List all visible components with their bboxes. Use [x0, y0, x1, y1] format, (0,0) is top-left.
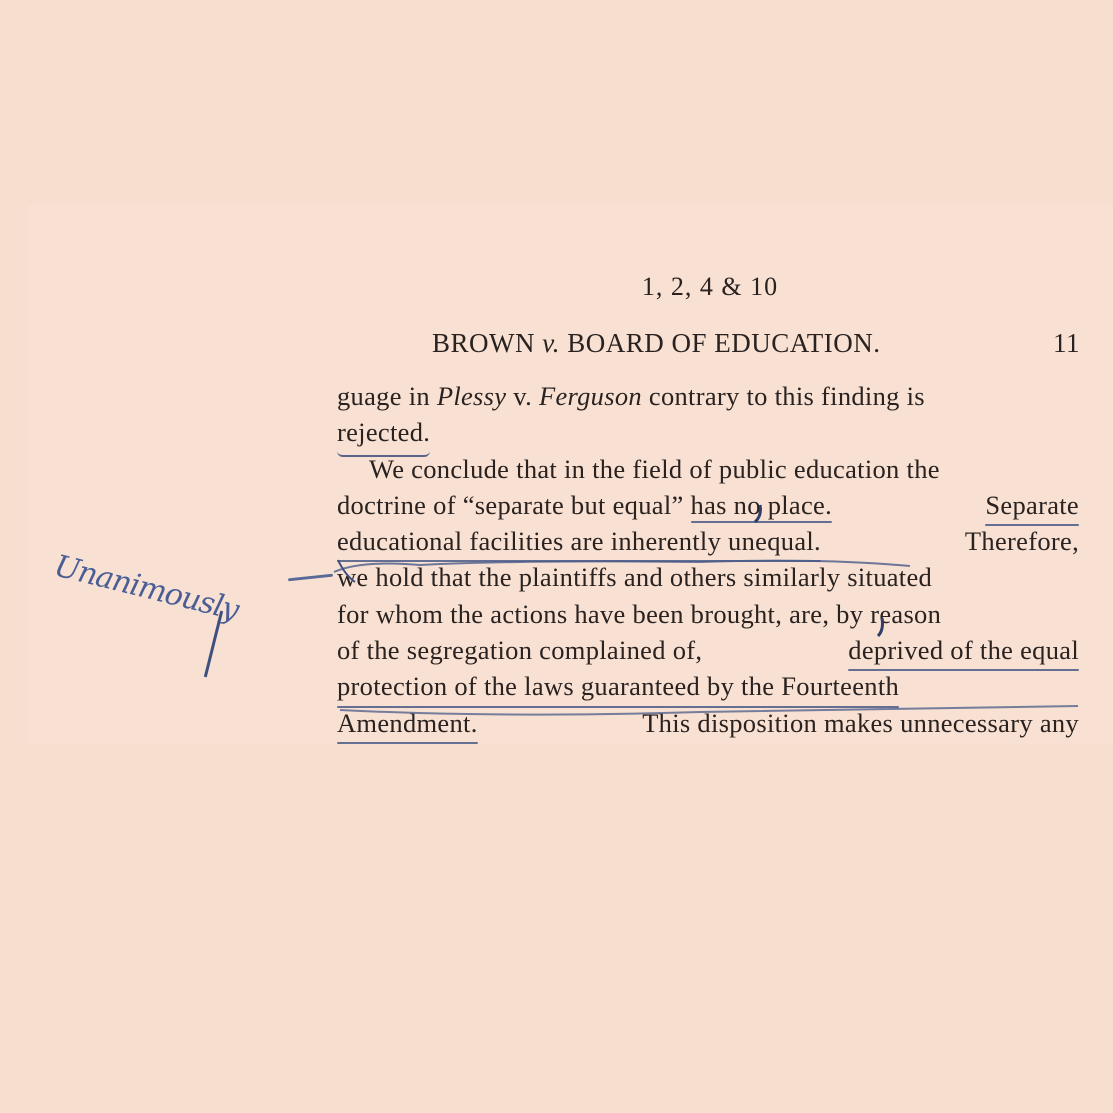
text-fragment: This disposition makes unnecessary any: [642, 707, 1079, 738]
text-fragment: hold that the plaintiffs and others similarly situated: [368, 562, 933, 593]
case-title-left: BROWN: [432, 328, 535, 358]
case-numbers: 1, 2, 4 & 10: [641, 272, 779, 301]
case-name-ferguson: Ferguson: [538, 381, 642, 411]
underlined-protection: protection of the laws guaranteed by the Fourteenth: [337, 668, 899, 704]
underlined-separate: Separate: [985, 487, 1079, 523]
case-title-v: v.: [542, 328, 560, 358]
case-title-right: BOARD OF EDUCATION.: [567, 328, 881, 358]
text-fragment: Therefore,: [964, 526, 1079, 557]
text-fragment: for whom the actions have been brought, are, by reason: [337, 598, 942, 629]
underlined-has-no-place: has no place.: [690, 489, 833, 520]
text-fragment: We conclude that in the field of public education the: [369, 453, 940, 484]
text-fragment: doctrine of “separate but equal”: [337, 489, 684, 520]
case-name-plessy: Plessy: [436, 381, 507, 411]
underlined-rejected: rejected.: [337, 414, 430, 450]
underlined-deprived: deprived of the equal: [848, 632, 1079, 668]
text-fragment: guage in: [337, 381, 437, 411]
handwritten-margin-note: Unanimously: [50, 548, 242, 629]
page-number: 11: [1053, 328, 1080, 358]
underlined-inherently-unequal: educational facilities are inherently unequal.: [337, 523, 821, 559]
text-fragment: v.: [506, 381, 539, 411]
text-fragment: of the segregation complained of,: [337, 635, 703, 666]
text-fragment: contrary to this finding is: [641, 381, 925, 411]
underlined-amendment: Amendment.: [337, 705, 478, 741]
struck-we: we: [337, 562, 369, 593]
